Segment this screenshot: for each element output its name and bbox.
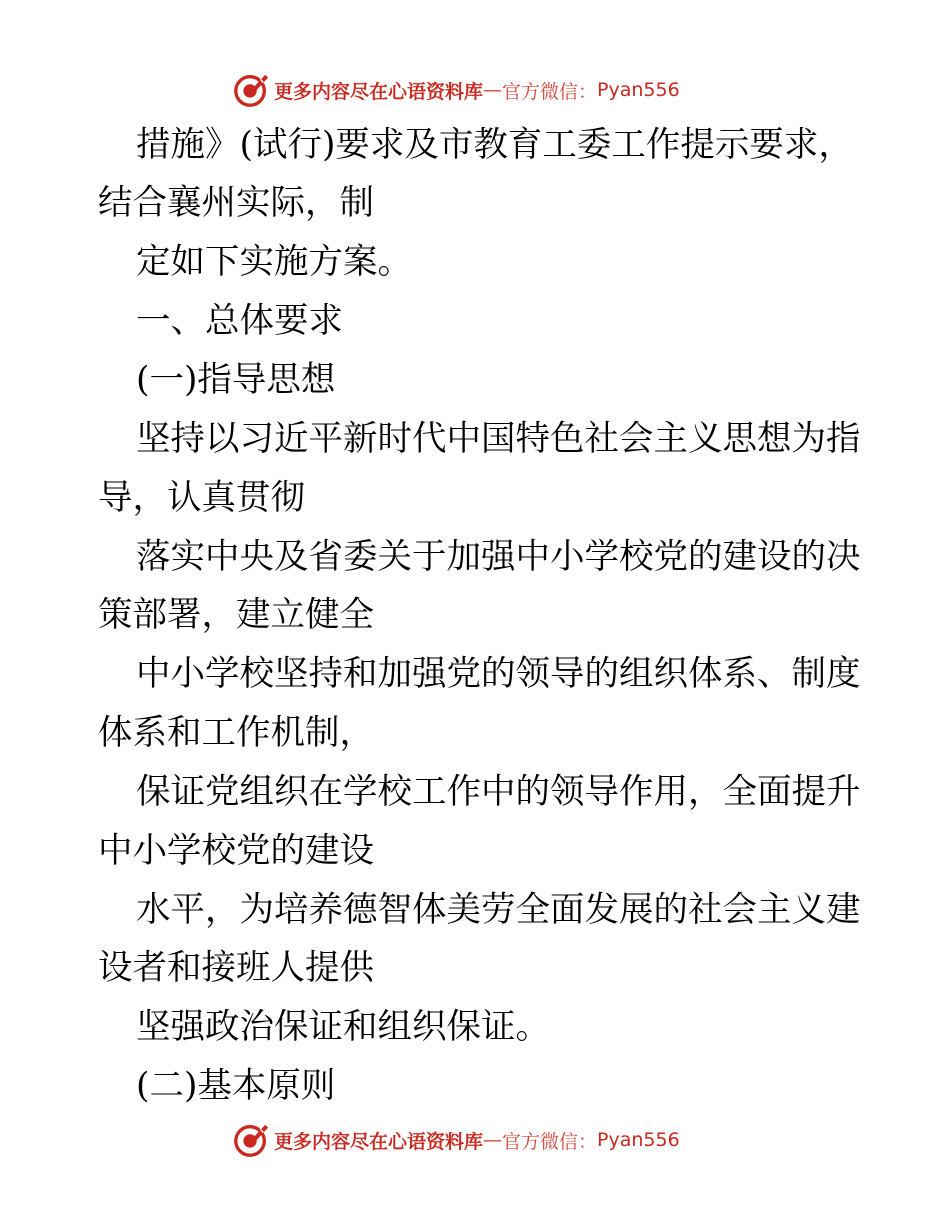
text-line: 保证党组织在学校工作中的领导作用，全面提升 bbox=[136, 772, 861, 812]
banner-sub-text: 官方微信： bbox=[502, 80, 598, 103]
subsection-heading: (一)指导思想 bbox=[136, 360, 336, 400]
text-line: 定如下实施方案。 bbox=[136, 242, 412, 282]
footer-watermark-banner bbox=[232, 1120, 680, 1160]
text-line: 水平，为培养德智体美劳全面发展的社会主义建 bbox=[136, 890, 861, 930]
banner-dash: — bbox=[483, 79, 503, 101]
banner-main-text: 更多内容尽在心语资料库 bbox=[274, 1130, 484, 1153]
pen-circle-logo bbox=[232, 1121, 270, 1159]
pen-circle-logo bbox=[232, 71, 270, 109]
banner-wechat-id: Pyan556 bbox=[597, 1129, 680, 1151]
text-line: 策部署，建立健全 bbox=[98, 595, 374, 635]
text-line: 中小学校党的建设 bbox=[98, 831, 374, 871]
subsection-heading: (二)基本原则 bbox=[136, 1066, 336, 1106]
section-heading: 一、总体要求 bbox=[136, 301, 343, 341]
text-line: 坚强政治保证和组织保证。 bbox=[136, 1007, 550, 1047]
text-line: 结合襄州实际，制 bbox=[98, 183, 374, 223]
header-watermark-banner bbox=[232, 70, 680, 110]
text-line: 措施》(试行)要求及市教育工委工作提示要求， bbox=[136, 125, 853, 165]
text-line: 坚持以习近平新时代中国特色社会主义思想为指 bbox=[136, 419, 861, 459]
banner-main-text: 更多内容尽在心语资料库 bbox=[274, 80, 484, 103]
text-line: 体系和工作机制， bbox=[98, 713, 374, 753]
text-line: 设者和接班人提供 bbox=[98, 948, 374, 988]
banner-sub-text: 官方微信： bbox=[502, 1130, 598, 1153]
banner-wechat-id: Pyan556 bbox=[597, 79, 680, 101]
text-line: 导，认真贯彻 bbox=[98, 478, 305, 518]
text-line: 落实中央及省委关于加强中小学校党的建设的决 bbox=[136, 537, 861, 577]
banner-dash: — bbox=[483, 1129, 503, 1151]
text-line: 中小学校坚持和加强党的领导的组织体系、制度 bbox=[136, 654, 861, 694]
